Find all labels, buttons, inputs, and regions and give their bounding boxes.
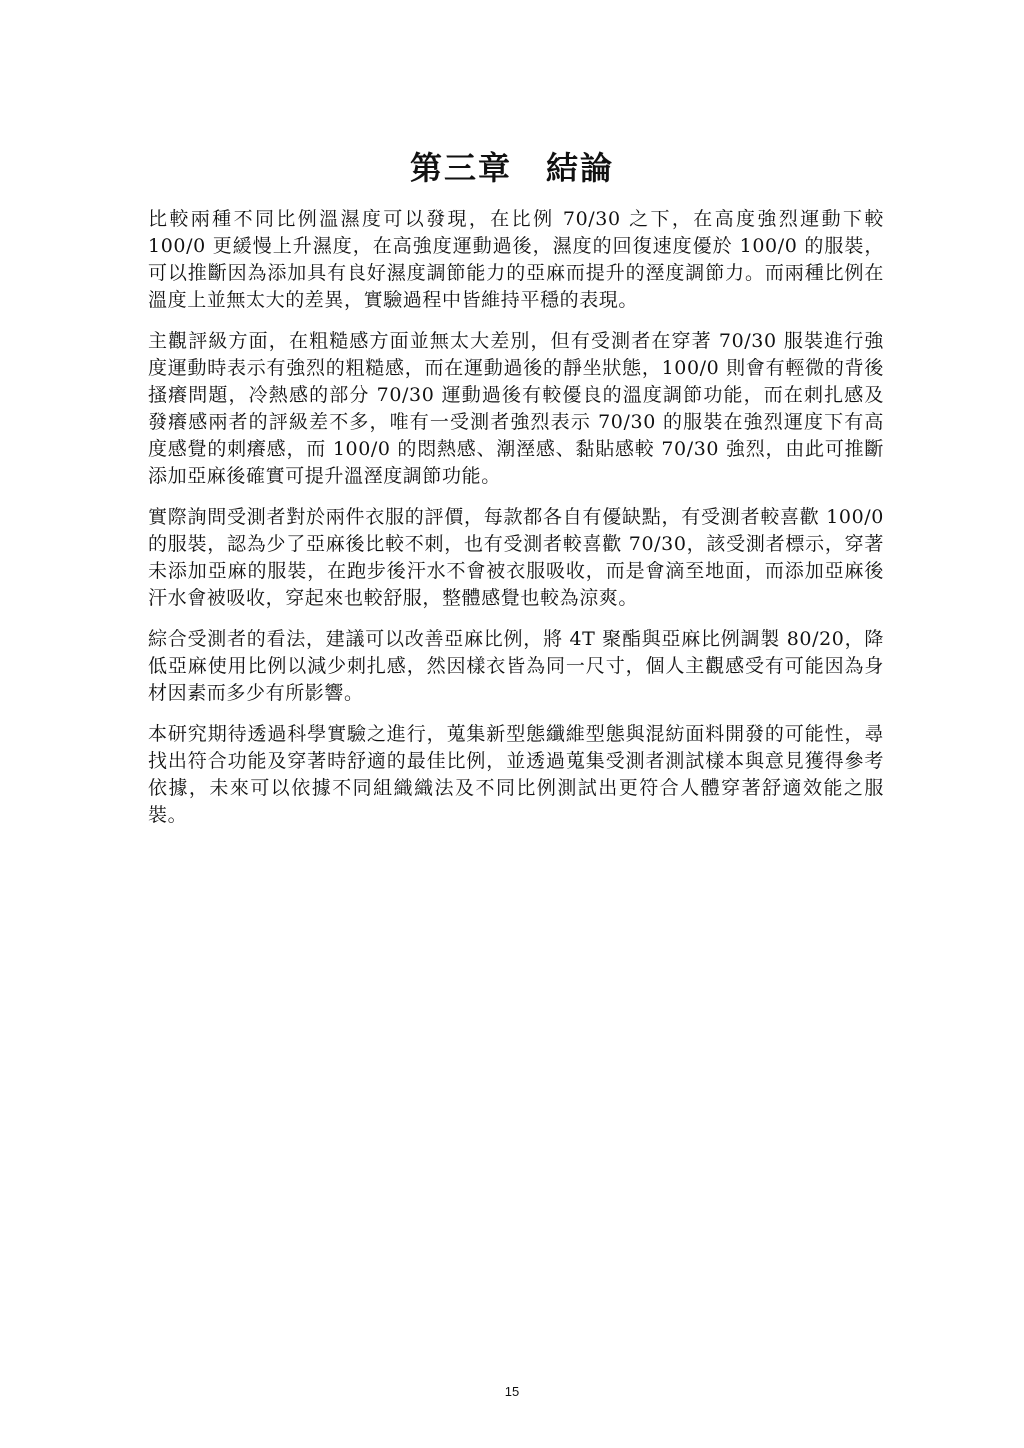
paragraph-humidity-comparison: 比較兩種不同比例溫濕度可以發現，在比例 70/30 之下，在高度強烈運動下較 100/0 更緩慢上升濕度，在高強度運動過後，濕度的回復速度優於 100/0 的服裝，可以推斷因為添加具有良好濕度調節能力的亞麻而提升的溼度調節力。而兩種比例在溫度上並無太大的差異，實驗過程中皆維持平穩的表現。 <box>148 208 884 311</box>
paragraph-tester-feedback: 實際詢問受測者對於兩件衣服的評價，每款都各自有優缺點，有受測者較喜歡 100/0 的服裝，認為少了亞麻後比較不刺，也有受測者較喜歡 70/30，該受測者標示，穿著未添加亞麻的服裝，在跑步後汗水不會被衣服吸收，而是會滴至地面，而添加亞麻後汗水會被吸收，穿起來也較舒服，整體感覺也較為涼爽。 <box>148 506 884 609</box>
paragraph-research-outlook: 本研究期待透過科學實驗之進行，蒐集新型態纖維型態與混紡面料開發的可能性，尋找出符合功能及穿著時舒適的最佳比例，並透過蒐集受測者測試樣本與意見獲得參考依據，未來可以依據不同組織織法及不同比例測試出更符合人體穿著舒適效能之服裝。 <box>148 723 884 826</box>
paragraph-recommendation: 綜合受測者的看法，建議可以改善亞麻比例，將 4T 聚酯與亞麻比例調製 80/20，降低亞麻使用比例以減少刺扎感，然因樣衣皆為同一尺寸，個人主觀感受有可能因為身材因素而多少有所影響。 <box>148 628 884 704</box>
chapter-title: 結論 <box>546 149 615 187</box>
chapter-body <box>148 206 884 843</box>
paragraph-subjective-rating: 主觀評級方面，在粗糙感方面並無太大差別，但有受測者在穿著 70/30 服裝進行強度運動時表示有強烈的粗糙感，而在運動過後的靜坐狀態，100/0 則會有輕微的背後搔癢問題，冷熱感的部分 70/30 運動過後有較優良的溫度調節功能，而在刺扎感及發癢感兩者的評級差不多，唯有一受測者強烈表示 70/30 的服裝在強烈運度下有高度感覺的刺癢感，而 100/0 的悶熱感、潮溼感、黏貼感較 70/30 強烈，由此可推斷添加亞麻後確實可提升溫溼度調節功能。 <box>148 330 884 487</box>
page-number: 15 <box>504 1384 520 1399</box>
chapter-heading <box>0 146 1024 190</box>
chapter-number: 第三章 <box>409 149 512 187</box>
